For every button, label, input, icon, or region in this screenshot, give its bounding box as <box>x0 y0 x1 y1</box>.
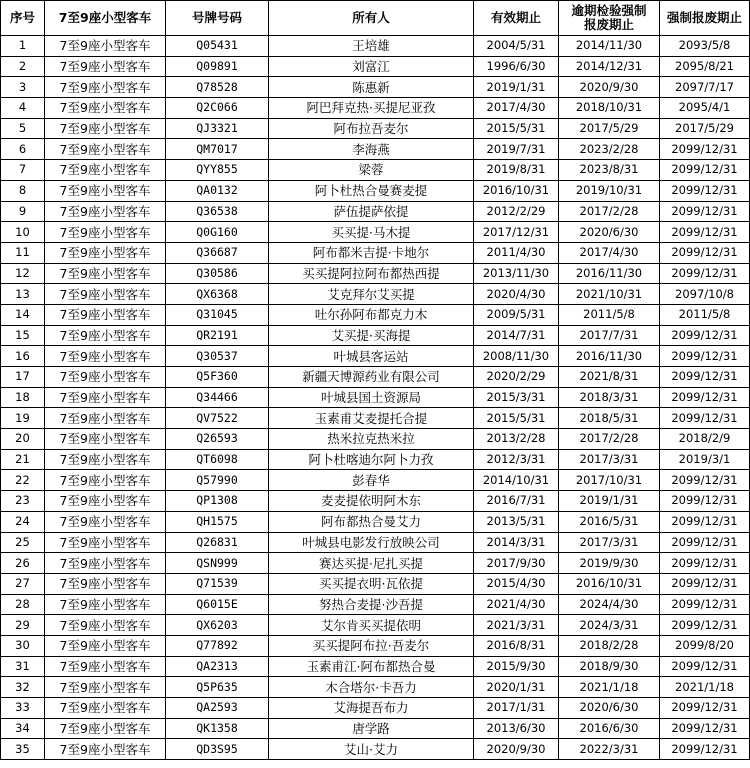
cell-overdue-scrap: 2023/2/28 <box>559 139 660 160</box>
table-row <box>1 180 750 201</box>
cell-forced-scrap: 2099/12/31 <box>660 346 750 367</box>
table-row <box>1 367 750 388</box>
cell-overdue-scrap: 2024/4/30 <box>559 594 660 615</box>
cell-owner: 努热合麦提·沙吾提 <box>269 594 474 615</box>
cell-owner: 艾山·艾力 <box>269 739 474 760</box>
cell-overdue-scrap: 2017/2/28 <box>559 201 660 222</box>
cell-vehicle-type: 7至9座小型客车 <box>45 304 166 325</box>
cell-forced-scrap: 2019/3/1 <box>660 449 750 470</box>
table-row <box>1 656 750 677</box>
cell-forced-scrap: 2095/8/21 <box>660 56 750 77</box>
cell-seq: 18 <box>1 387 45 408</box>
table-row <box>1 56 750 77</box>
cell-vehicle-type: 7至9座小型客车 <box>45 615 166 636</box>
cell-vehicle-type: 7至9座小型客车 <box>45 677 166 698</box>
table-row <box>1 511 750 532</box>
cell-forced-scrap: 2011/5/8 <box>660 304 750 325</box>
cell-owner: 叶城县国土资源局 <box>269 387 474 408</box>
cell-overdue-scrap: 2020/6/30 <box>559 222 660 243</box>
cell-valid-until: 2009/5/31 <box>474 304 559 325</box>
cell-overdue-scrap: 2017/4/30 <box>559 242 660 263</box>
cell-overdue-scrap: 2017/3/31 <box>559 449 660 470</box>
table-row <box>1 98 750 119</box>
cell-owner: 玉素甫艾麦提托合提 <box>269 408 474 429</box>
table-row <box>1 718 750 739</box>
cell-forced-scrap: 2099/12/31 <box>660 160 750 181</box>
cell-valid-until: 2015/5/31 <box>474 408 559 429</box>
cell-vehicle-type: 7至9座小型客车 <box>45 739 166 760</box>
cell-seq: 5 <box>1 118 45 139</box>
cell-valid-until: 2011/4/30 <box>474 242 559 263</box>
cell-plate: QD3S95 <box>166 739 269 760</box>
cell-vehicle-type: 7至9座小型客车 <box>45 139 166 160</box>
cell-forced-scrap: 2099/12/31 <box>660 180 750 201</box>
cell-vehicle-type: 7至9座小型客车 <box>45 656 166 677</box>
cell-forced-scrap: 2099/12/31 <box>660 615 750 636</box>
cell-plate: QA2593 <box>166 698 269 719</box>
cell-owner: 买买提阿拉阿布都热西提 <box>269 263 474 284</box>
cell-forced-scrap: 2017/5/29 <box>660 118 750 139</box>
cell-valid-until: 2017/9/30 <box>474 553 559 574</box>
cell-plate: Q5F360 <box>166 367 269 388</box>
cell-overdue-scrap: 2019/10/31 <box>559 180 660 201</box>
cell-owner: 买买提衣明·瓦依提 <box>269 573 474 594</box>
cell-plate: Q77892 <box>166 635 269 656</box>
cell-plate: Q78528 <box>166 77 269 98</box>
table-row <box>1 470 750 491</box>
cell-valid-until: 2015/9/30 <box>474 656 559 677</box>
cell-plate: QM7017 <box>166 139 269 160</box>
cell-overdue-scrap: 2017/7/31 <box>559 325 660 346</box>
cell-seq: 29 <box>1 615 45 636</box>
cell-seq: 35 <box>1 739 45 760</box>
cell-owner: 新疆天博源药业有限公司 <box>269 367 474 388</box>
cell-owner: 艾买提·买海提 <box>269 325 474 346</box>
table-row <box>1 594 750 615</box>
col-header-overdue-scrap: 逾期检验强制 报废期止 <box>559 1 660 36</box>
cell-forced-scrap: 2099/8/20 <box>660 635 750 656</box>
cell-overdue-scrap: 2014/11/30 <box>559 36 660 57</box>
cell-plate: Q0G160 <box>166 222 269 243</box>
cell-plate: QK1358 <box>166 718 269 739</box>
cell-owner: 刘富江 <box>269 56 474 77</box>
cell-plate: Q05431 <box>166 36 269 57</box>
cell-seq: 14 <box>1 304 45 325</box>
cell-forced-scrap: 2099/12/31 <box>660 408 750 429</box>
cell-forced-scrap: 2099/12/31 <box>660 387 750 408</box>
table-row <box>1 304 750 325</box>
cell-overdue-scrap: 2017/5/29 <box>559 118 660 139</box>
cell-seq: 27 <box>1 573 45 594</box>
cell-valid-until: 2019/8/31 <box>474 160 559 181</box>
cell-seq: 30 <box>1 635 45 656</box>
cell-overdue-scrap: 2023/8/31 <box>559 160 660 181</box>
cell-valid-until: 2014/7/31 <box>474 325 559 346</box>
cell-plate: Q34466 <box>166 387 269 408</box>
cell-overdue-scrap: 2017/3/31 <box>559 532 660 553</box>
cell-valid-until: 2019/1/31 <box>474 77 559 98</box>
cell-seq: 26 <box>1 553 45 574</box>
cell-valid-until: 2004/5/31 <box>474 36 559 57</box>
cell-owner: 叶城县客运站 <box>269 346 474 367</box>
cell-forced-scrap: 2099/12/31 <box>660 242 750 263</box>
cell-seq: 32 <box>1 677 45 698</box>
col-header-plate: 号牌号码 <box>166 1 269 36</box>
cell-vehicle-type: 7至9座小型客车 <box>45 387 166 408</box>
cell-owner: 麦麦提依明阿木东 <box>269 491 474 512</box>
cell-seq: 4 <box>1 98 45 119</box>
cell-valid-until: 2014/3/31 <box>474 532 559 553</box>
cell-plate: QV7522 <box>166 408 269 429</box>
cell-forced-scrap: 2099/12/31 <box>660 201 750 222</box>
cell-plate: QA2313 <box>166 656 269 677</box>
table-row <box>1 160 750 181</box>
cell-seq: 3 <box>1 77 45 98</box>
cell-overdue-scrap: 2019/1/31 <box>559 491 660 512</box>
cell-vehicle-type: 7至9座小型客车 <box>45 77 166 98</box>
cell-vehicle-type: 7至9座小型客车 <box>45 491 166 512</box>
cell-plate: Q26831 <box>166 532 269 553</box>
cell-plate: QT6098 <box>166 449 269 470</box>
cell-seq: 19 <box>1 408 45 429</box>
cell-overdue-scrap: 2017/10/31 <box>559 470 660 491</box>
cell-forced-scrap: 2099/12/31 <box>660 573 750 594</box>
cell-owner: 吐尔孙阿布都克力木 <box>269 304 474 325</box>
cell-valid-until: 2015/3/31 <box>474 387 559 408</box>
cell-valid-until: 2012/3/31 <box>474 449 559 470</box>
table-row <box>1 553 750 574</box>
col-header-owner: 所有人 <box>269 1 474 36</box>
cell-vehicle-type: 7至9座小型客车 <box>45 36 166 57</box>
cell-seq: 1 <box>1 36 45 57</box>
cell-overdue-scrap: 2018/10/31 <box>559 98 660 119</box>
cell-owner: 李海燕 <box>269 139 474 160</box>
cell-valid-until: 2016/8/31 <box>474 635 559 656</box>
cell-seq: 12 <box>1 263 45 284</box>
cell-vehicle-type: 7至9座小型客车 <box>45 408 166 429</box>
cell-vehicle-type: 7至9座小型客车 <box>45 222 166 243</box>
cell-overdue-scrap: 2011/5/8 <box>559 304 660 325</box>
cell-valid-until: 2016/10/31 <box>474 180 559 201</box>
cell-plate: QH1575 <box>166 511 269 532</box>
cell-owner: 阿卜杜喀迪尔阿卜力孜 <box>269 449 474 470</box>
cell-plate: QR2191 <box>166 325 269 346</box>
cell-valid-until: 2017/4/30 <box>474 98 559 119</box>
table-row <box>1 346 750 367</box>
cell-forced-scrap: 2099/12/31 <box>660 594 750 615</box>
table-row <box>1 387 750 408</box>
cell-owner: 玉素甫江·阿布都热合曼 <box>269 656 474 677</box>
cell-valid-until: 2012/2/29 <box>474 201 559 222</box>
cell-overdue-scrap: 2017/2/28 <box>559 429 660 450</box>
cell-overdue-scrap: 2018/9/30 <box>559 656 660 677</box>
cell-valid-until: 2017/12/31 <box>474 222 559 243</box>
cell-seq: 15 <box>1 325 45 346</box>
cell-plate: QX6203 <box>166 615 269 636</box>
cell-plate: Q2C066 <box>166 98 269 119</box>
cell-seq: 34 <box>1 718 45 739</box>
cell-seq: 6 <box>1 139 45 160</box>
cell-seq: 25 <box>1 532 45 553</box>
cell-vehicle-type: 7至9座小型客车 <box>45 718 166 739</box>
cell-forced-scrap: 2099/12/31 <box>660 139 750 160</box>
cell-seq: 9 <box>1 201 45 222</box>
cell-forced-scrap: 2099/12/31 <box>660 491 750 512</box>
cell-valid-until: 1996/6/30 <box>474 56 559 77</box>
cell-plate: QP1308 <box>166 491 269 512</box>
cell-vehicle-type: 7至9座小型客车 <box>45 325 166 346</box>
table-row <box>1 408 750 429</box>
cell-overdue-scrap: 2016/10/31 <box>559 573 660 594</box>
header-row <box>1 1 750 36</box>
table-row <box>1 325 750 346</box>
cell-valid-until: 2017/1/31 <box>474 698 559 719</box>
table-row <box>1 449 750 470</box>
cell-vehicle-type: 7至9座小型客车 <box>45 429 166 450</box>
cell-vehicle-type: 7至9座小型客车 <box>45 367 166 388</box>
cell-valid-until: 2015/5/31 <box>474 118 559 139</box>
cell-valid-until: 2020/4/30 <box>474 284 559 305</box>
cell-owner: 赛达买提·尼扎买提 <box>269 553 474 574</box>
cell-valid-until: 2021/3/31 <box>474 615 559 636</box>
cell-seq: 23 <box>1 491 45 512</box>
cell-owner: 唐学路 <box>269 718 474 739</box>
cell-overdue-scrap: 2016/11/30 <box>559 346 660 367</box>
cell-forced-scrap: 2099/12/31 <box>660 470 750 491</box>
table-row <box>1 491 750 512</box>
table-row <box>1 36 750 57</box>
cell-seq: 17 <box>1 367 45 388</box>
cell-vehicle-type: 7至9座小型客车 <box>45 160 166 181</box>
cell-plate: Q26593 <box>166 429 269 450</box>
table-row <box>1 532 750 553</box>
cell-overdue-scrap: 2022/3/31 <box>559 739 660 760</box>
table-row <box>1 635 750 656</box>
cell-owner: 阿布拉吾麦尔 <box>269 118 474 139</box>
cell-overdue-scrap: 2014/12/31 <box>559 56 660 77</box>
cell-vehicle-type: 7至9座小型客车 <box>45 553 166 574</box>
cell-forced-scrap: 2099/12/31 <box>660 698 750 719</box>
cell-valid-until: 2013/2/28 <box>474 429 559 450</box>
cell-vehicle-type: 7至9座小型客车 <box>45 573 166 594</box>
cell-vehicle-type: 7至9座小型客车 <box>45 449 166 470</box>
cell-plate: QJ3321 <box>166 118 269 139</box>
col-header-forced-scrap: 强制报废期止 <box>660 1 750 36</box>
cell-plate: Q36687 <box>166 242 269 263</box>
table-row <box>1 739 750 760</box>
cell-overdue-scrap: 2021/8/31 <box>559 367 660 388</box>
cell-plate: Q30586 <box>166 263 269 284</box>
cell-forced-scrap: 2093/5/8 <box>660 36 750 57</box>
table-body <box>1 36 750 760</box>
cell-overdue-scrap: 2016/6/30 <box>559 718 660 739</box>
cell-forced-scrap: 2099/12/31 <box>660 718 750 739</box>
cell-overdue-scrap: 2019/9/30 <box>559 553 660 574</box>
cell-overdue-scrap: 2021/1/18 <box>559 677 660 698</box>
cell-plate: QA0132 <box>166 180 269 201</box>
cell-valid-until: 2020/1/31 <box>474 677 559 698</box>
cell-forced-scrap: 2099/12/31 <box>660 532 750 553</box>
cell-valid-until: 2013/6/30 <box>474 718 559 739</box>
table-row <box>1 698 750 719</box>
cell-overdue-scrap: 2018/3/31 <box>559 387 660 408</box>
cell-overdue-scrap: 2024/3/31 <box>559 615 660 636</box>
cell-vehicle-type: 7至9座小型客车 <box>45 594 166 615</box>
cell-forced-scrap: 2099/12/31 <box>660 222 750 243</box>
table-row <box>1 429 750 450</box>
cell-vehicle-type: 7至9座小型客车 <box>45 201 166 222</box>
cell-owner: 彭春华 <box>269 470 474 491</box>
cell-valid-until: 2019/7/31 <box>474 139 559 160</box>
cell-vehicle-type: 7至9座小型客车 <box>45 532 166 553</box>
cell-owner: 梁蓉 <box>269 160 474 181</box>
cell-vehicle-type: 7至9座小型客车 <box>45 56 166 77</box>
cell-forced-scrap: 2099/12/31 <box>660 367 750 388</box>
cell-plate: Q31045 <box>166 304 269 325</box>
cell-forced-scrap: 2018/2/9 <box>660 429 750 450</box>
cell-seq: 7 <box>1 160 45 181</box>
cell-owner: 阿布都米吉提·卡地尔 <box>269 242 474 263</box>
cell-valid-until: 2014/10/31 <box>474 470 559 491</box>
table-row <box>1 284 750 305</box>
cell-plate: Q36538 <box>166 201 269 222</box>
cell-vehicle-type: 7至9座小型客车 <box>45 635 166 656</box>
cell-owner: 买买提阿布拉·吾麦尔 <box>269 635 474 656</box>
cell-valid-until: 2008/11/30 <box>474 346 559 367</box>
cell-plate: QSN999 <box>166 553 269 574</box>
cell-valid-until: 2013/11/30 <box>474 263 559 284</box>
cell-vehicle-type: 7至9座小型客车 <box>45 284 166 305</box>
table-row <box>1 677 750 698</box>
cell-overdue-scrap: 2021/10/31 <box>559 284 660 305</box>
cell-overdue-scrap: 2018/2/28 <box>559 635 660 656</box>
cell-overdue-scrap: 2020/6/30 <box>559 698 660 719</box>
cell-seq: 20 <box>1 429 45 450</box>
cell-owner: 买买提·马木提 <box>269 222 474 243</box>
cell-forced-scrap: 2099/12/31 <box>660 739 750 760</box>
col-header-seq: 序号 <box>1 1 45 36</box>
table-row <box>1 139 750 160</box>
cell-forced-scrap: 2097/7/17 <box>660 77 750 98</box>
col-header-vehicle-type: 7至9座小型客车 <box>45 1 166 36</box>
cell-overdue-scrap: 2016/11/30 <box>559 263 660 284</box>
table-row <box>1 615 750 636</box>
cell-vehicle-type: 7至9座小型客车 <box>45 698 166 719</box>
cell-seq: 11 <box>1 242 45 263</box>
cell-seq: 13 <box>1 284 45 305</box>
cell-owner: 艾克拜尔艾买提 <box>269 284 474 305</box>
cell-vehicle-type: 7至9座小型客车 <box>45 118 166 139</box>
cell-forced-scrap: 2099/12/31 <box>660 511 750 532</box>
cell-seq: 22 <box>1 470 45 491</box>
cell-seq: 24 <box>1 511 45 532</box>
cell-overdue-scrap: 2020/9/30 <box>559 77 660 98</box>
cell-owner: 王培雄 <box>269 36 474 57</box>
cell-owner: 阿巴拜克热·买提尼亚孜 <box>269 98 474 119</box>
cell-valid-until: 2020/2/29 <box>474 367 559 388</box>
cell-overdue-scrap: 2018/5/31 <box>559 408 660 429</box>
cell-forced-scrap: 2021/1/18 <box>660 677 750 698</box>
table-row <box>1 201 750 222</box>
cell-plate: Q71539 <box>166 573 269 594</box>
table-row <box>1 118 750 139</box>
cell-overdue-scrap: 2016/5/31 <box>559 511 660 532</box>
cell-plate: Q6015E <box>166 594 269 615</box>
cell-forced-scrap: 2097/10/8 <box>660 284 750 305</box>
cell-seq: 16 <box>1 346 45 367</box>
cell-vehicle-type: 7至9座小型客车 <box>45 242 166 263</box>
cell-seq: 2 <box>1 56 45 77</box>
cell-owner: 热米拉克热米拉 <box>269 429 474 450</box>
cell-valid-until: 2016/7/31 <box>474 491 559 512</box>
cell-forced-scrap: 2099/12/31 <box>660 263 750 284</box>
cell-plate: Q30537 <box>166 346 269 367</box>
cell-forced-scrap: 2095/4/1 <box>660 98 750 119</box>
cell-valid-until: 2021/4/30 <box>474 594 559 615</box>
cell-plate: QX6368 <box>166 284 269 305</box>
cell-seq: 31 <box>1 656 45 677</box>
cell-valid-until: 2020/9/30 <box>474 739 559 760</box>
cell-owner: 艾海提吾布力 <box>269 698 474 719</box>
cell-forced-scrap: 2099/12/31 <box>660 656 750 677</box>
cell-owner: 木合塔尔·卡吾力 <box>269 677 474 698</box>
table-row <box>1 242 750 263</box>
cell-seq: 10 <box>1 222 45 243</box>
cell-seq: 28 <box>1 594 45 615</box>
cell-vehicle-type: 7至9座小型客车 <box>45 470 166 491</box>
cell-vehicle-type: 7至9座小型客车 <box>45 98 166 119</box>
cell-owner: 艾尔肯买买提依明 <box>269 615 474 636</box>
table-row <box>1 77 750 98</box>
cell-owner: 萨伍提萨依提 <box>269 201 474 222</box>
cell-plate: Q5P635 <box>166 677 269 698</box>
cell-forced-scrap: 2099/12/31 <box>660 325 750 346</box>
col-header-valid-until: 有效期止 <box>474 1 559 36</box>
cell-vehicle-type: 7至9座小型客车 <box>45 346 166 367</box>
cell-seq: 8 <box>1 180 45 201</box>
cell-owner: 阿布都热合曼艾力 <box>269 511 474 532</box>
cell-owner: 叶城县电影发行放映公司 <box>269 532 474 553</box>
cell-vehicle-type: 7至9座小型客车 <box>45 180 166 201</box>
table-row <box>1 222 750 243</box>
cell-owner: 陈惠新 <box>269 77 474 98</box>
cell-vehicle-type: 7至9座小型客车 <box>45 263 166 284</box>
cell-valid-until: 2015/4/30 <box>474 573 559 594</box>
cell-seq: 33 <box>1 698 45 719</box>
cell-owner: 阿卜杜热合曼赛麦提 <box>269 180 474 201</box>
cell-plate: Q57990 <box>166 470 269 491</box>
cell-valid-until: 2013/5/31 <box>474 511 559 532</box>
table-row <box>1 573 750 594</box>
cell-seq: 21 <box>1 449 45 470</box>
cell-plate: Q09891 <box>166 56 269 77</box>
cell-vehicle-type: 7至9座小型客车 <box>45 511 166 532</box>
cell-plate: QYY855 <box>166 160 269 181</box>
table-row <box>1 263 750 284</box>
cell-forced-scrap: 2099/12/31 <box>660 553 750 574</box>
